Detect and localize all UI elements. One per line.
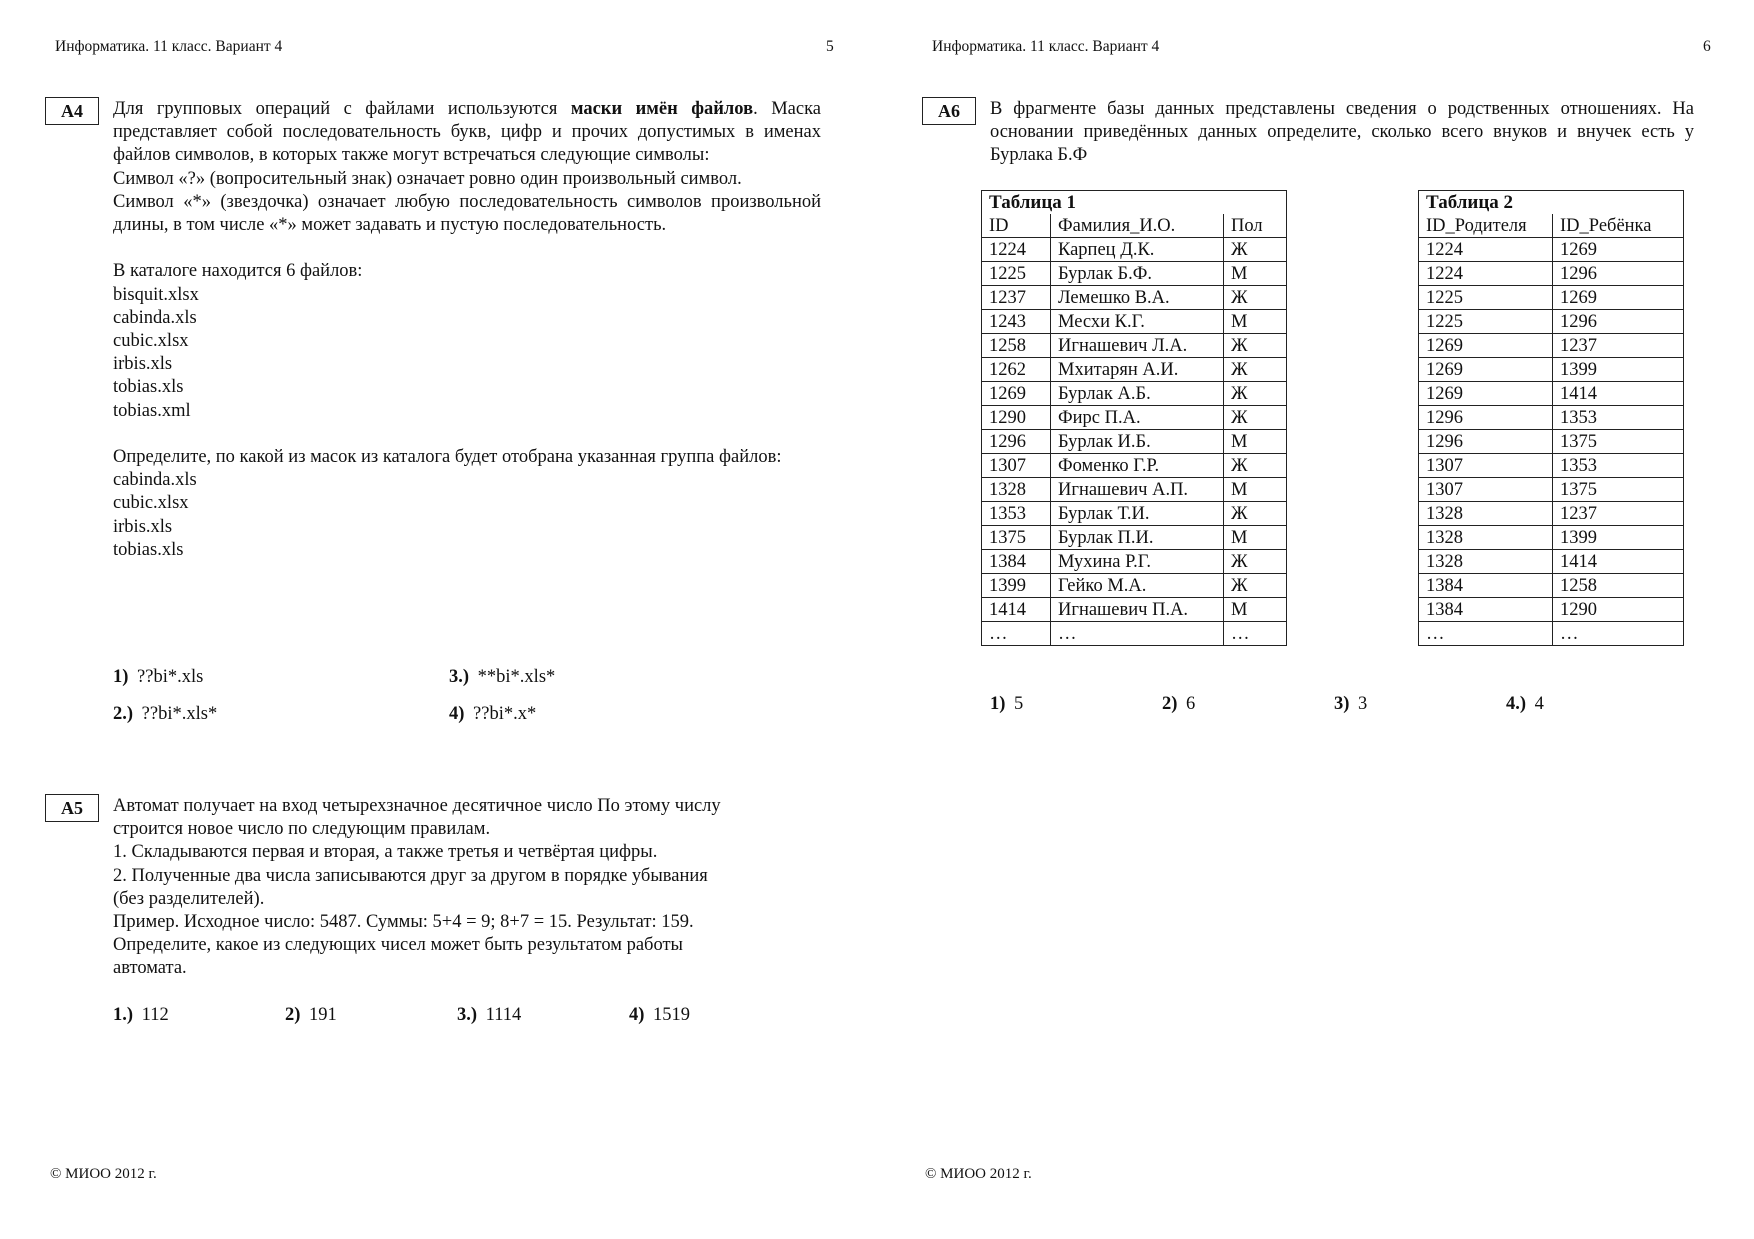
- table-cell: 1414: [1553, 550, 1684, 574]
- table-cell: 1375: [982, 526, 1051, 550]
- table-cell: 1307: [1419, 454, 1553, 478]
- table-cell: Фоменко Г.Р.: [1051, 454, 1224, 478]
- table-cell: М: [1224, 526, 1287, 550]
- table-cell: 1262: [982, 358, 1051, 382]
- table-header: ID_Ребёнка: [1553, 214, 1684, 238]
- a4-rule-1: Символ «?» (вопросительный знак) означает ровно один произвольный символ.: [113, 168, 742, 189]
- table-row: [1419, 334, 1684, 358]
- table-cell: 1353: [1553, 454, 1684, 478]
- table-cell: …: [1224, 622, 1287, 646]
- table-cell: 1296: [1553, 262, 1684, 286]
- table-cell: 1414: [1553, 382, 1684, 406]
- table-cell: 1237: [982, 286, 1051, 310]
- table-row: [982, 430, 1287, 454]
- list-item: irbis.xls: [113, 354, 173, 375]
- table-cell: М: [1224, 430, 1287, 454]
- footer-copyright: © МИОО 2012 г.: [925, 1166, 1032, 1182]
- table-cell: 1224: [1419, 262, 1553, 286]
- answer-option[interactable]: 1) 5: [990, 694, 1024, 714]
- answer-option[interactable]: 2.) ??bi*.xls*: [113, 704, 218, 724]
- task-a5: [113, 795, 821, 981]
- table-cell: Ж: [1224, 286, 1287, 310]
- table-cell: Ж: [1224, 406, 1287, 430]
- table-cell: 1224: [1419, 238, 1553, 262]
- table-cell: 1375: [1553, 478, 1684, 502]
- table-cell: Бурлак И.Б.: [1051, 430, 1224, 454]
- table-cell: 1269: [982, 382, 1051, 406]
- table-cell: 1296: [1553, 310, 1684, 334]
- table-cell: 1258: [1553, 574, 1684, 598]
- table-cell: Игнашевич П.А.: [1051, 598, 1224, 622]
- table-cell: Гейко М.А.: [1051, 574, 1224, 598]
- a4-selected-files: [113, 469, 821, 562]
- table-cell: 1269: [1553, 286, 1684, 310]
- table-row: [1419, 454, 1684, 478]
- table-cell: Ж: [1224, 358, 1287, 382]
- table-header: Фамилия_И.О.: [1051, 214, 1224, 238]
- table-row: [982, 598, 1287, 622]
- page-number: 6: [1703, 38, 1711, 55]
- table-row: [1419, 430, 1684, 454]
- table-cell: 1243: [982, 310, 1051, 334]
- table-cell: Месхи К.Г.: [1051, 310, 1224, 334]
- table-cell: 1269: [1553, 238, 1684, 262]
- task-label-a5: A5: [45, 794, 99, 822]
- table-row: [1419, 622, 1684, 646]
- a4-file-list: [113, 284, 821, 423]
- table-row: [982, 454, 1287, 478]
- table-cell: 1414: [982, 598, 1051, 622]
- table-cell: Лемешко В.А.: [1051, 286, 1224, 310]
- page-number: 5: [826, 38, 834, 55]
- table-row: [982, 238, 1287, 262]
- table-cell: 1353: [1553, 406, 1684, 430]
- table-cell: 1307: [982, 454, 1051, 478]
- table-row: [1419, 598, 1684, 622]
- table-cell: М: [1224, 478, 1287, 502]
- table-cell: 1296: [1419, 430, 1553, 454]
- table-row: [982, 478, 1287, 502]
- table-cell: М: [1224, 262, 1287, 286]
- a5-line: 1. Складываются первая и вторая, а также третья и четвёртая цифры.: [113, 842, 658, 863]
- a4-rule-2: Символ «*» (звездочка) означает любую последовательность символов произвольной длины, в том числе «*» может задавать и пустую последовательность.: [113, 191, 821, 236]
- task-label-a6: A6: [922, 97, 976, 125]
- table-cell: 1399: [982, 574, 1051, 598]
- table-cell: 1237: [1553, 502, 1684, 526]
- header-title: Информатика. 11 класс. Вариант 4: [55, 38, 283, 55]
- table-cell: 1224: [982, 238, 1051, 262]
- table-cell: Игнашевич А.П.: [1051, 478, 1224, 502]
- table-cell: …: [982, 622, 1051, 646]
- a6-text: В фрагменте базы данных представлены сведения о родственных отношениях. На основании приведённых данных определите, сколько всего внуков и внучек есть у Бурлака Б.Ф: [990, 99, 1694, 166]
- table-cell: Ж: [1224, 454, 1287, 478]
- table-cell: Фирс П.А.: [1051, 406, 1224, 430]
- table-row: [982, 550, 1287, 574]
- table-2-caption: Таблица 2: [1419, 191, 1684, 215]
- a4-question: Определите, по какой из масок из каталога будет отобрана указанная группа файлов:: [113, 447, 782, 468]
- a5-line: (без разделителей).: [113, 888, 265, 909]
- list-item: cubic.xlsx: [113, 493, 189, 514]
- table-cell: …: [1051, 622, 1224, 646]
- table-cell: Бурлак А.Б.: [1051, 382, 1224, 406]
- list-item: tobias.xls: [113, 377, 184, 398]
- table-row: [982, 310, 1287, 334]
- table-cell: М: [1224, 598, 1287, 622]
- table-row: [1419, 406, 1684, 430]
- table-row: [1419, 286, 1684, 310]
- a5-line: 2. Полученные два числа записываются друг за другом в порядке убывания: [113, 865, 708, 886]
- table-cell: 1269: [1419, 382, 1553, 406]
- task-a4: [113, 98, 821, 562]
- table-cell: 1258: [982, 334, 1051, 358]
- table-cell: 1225: [1419, 310, 1553, 334]
- table-cell: 1225: [1419, 286, 1553, 310]
- table-cell: Мхитарян А.И.: [1051, 358, 1224, 382]
- a5-line: Пример. Исходное число: 5487. Суммы: 5+4 = 9; 8+7 = 15. Результат: 159.: [113, 912, 694, 933]
- answer-option[interactable]: 1) ??bi*.xls: [113, 667, 204, 687]
- answer-option[interactable]: 4) 1519: [629, 1005, 691, 1025]
- table-cell: 1384: [1419, 598, 1553, 622]
- table-cell: Ж: [1224, 382, 1287, 406]
- table-row: [1419, 358, 1684, 382]
- table-1-caption: Таблица 1: [982, 191, 1287, 215]
- table-cell: Карпец Д.К.: [1051, 238, 1224, 262]
- table-cell: Мухина Р.Г.: [1051, 550, 1224, 574]
- table-header: ID: [982, 214, 1051, 238]
- table-header: ID_Родителя: [1419, 214, 1553, 238]
- table-row: [982, 334, 1287, 358]
- table-cell: 1307: [1419, 478, 1553, 502]
- table-cell: Ж: [1224, 334, 1287, 358]
- table-cell: Ж: [1224, 238, 1287, 262]
- table-row: [982, 574, 1287, 598]
- table-row: [1419, 382, 1684, 406]
- answer-option[interactable]: 1.) 112: [113, 1005, 169, 1025]
- table-1: [981, 190, 1287, 646]
- answer-option[interactable]: 2) 191: [285, 1005, 337, 1025]
- table-cell: 1290: [1553, 598, 1684, 622]
- table-row: [1419, 550, 1684, 574]
- list-item: tobias.xls: [113, 539, 184, 560]
- table-cell: 1399: [1553, 358, 1684, 382]
- table-cell: 1384: [982, 550, 1051, 574]
- answer-option[interactable]: 2) 6: [1162, 694, 1196, 714]
- table-cell: 1375: [1553, 430, 1684, 454]
- answer-option[interactable]: 4) ??bi*.x*: [449, 704, 537, 724]
- a5-line: автомата.: [113, 958, 187, 979]
- table-cell: 1328: [982, 478, 1051, 502]
- table-cell: 1290: [982, 406, 1051, 430]
- table-cell: 1384: [1419, 574, 1553, 598]
- answer-option[interactable]: 3.) **bi*.xls*: [449, 667, 556, 687]
- table-row: [1419, 526, 1684, 550]
- table-row: [1419, 502, 1684, 526]
- table-cell: 1328: [1419, 550, 1553, 574]
- table-cell: …: [1553, 622, 1684, 646]
- list-item: cabinda.xls: [113, 470, 197, 491]
- table-cell: 1328: [1419, 526, 1553, 550]
- table-cell: 1269: [1419, 334, 1553, 358]
- table-row: [1419, 574, 1684, 598]
- table-cell: Бурлак П.И.: [1051, 526, 1224, 550]
- table-row: [982, 358, 1287, 382]
- table-cell: Ж: [1224, 550, 1287, 574]
- table-row: [982, 262, 1287, 286]
- table-cell: …: [1419, 622, 1553, 646]
- table-row: [982, 622, 1287, 646]
- table-row: [1419, 262, 1684, 286]
- table-cell: 1296: [982, 430, 1051, 454]
- table-cell: 1328: [1419, 502, 1553, 526]
- table-cell: 1296: [1419, 406, 1553, 430]
- task-label-a4: A4: [45, 97, 99, 125]
- a5-line: строится новое число по следующим правилам.: [113, 819, 491, 840]
- a4-intro-bold: маски имён файлов: [570, 99, 754, 119]
- list-item: cubic.xlsx: [113, 331, 189, 352]
- table-cell: Игнашевич Л.А.: [1051, 334, 1224, 358]
- answer-option[interactable]: 3.) 1114: [457, 1005, 522, 1025]
- header-title: Информатика. 11 класс. Вариант 4: [932, 38, 1160, 55]
- table-row: [982, 382, 1287, 406]
- table-cell: Бурлак Б.Ф.: [1051, 262, 1224, 286]
- table-cell: 1399: [1553, 526, 1684, 550]
- table-row: [1419, 310, 1684, 334]
- table-cell: 1269: [1419, 358, 1553, 382]
- list-item: cabinda.xls: [113, 307, 197, 328]
- table-row: [1419, 238, 1684, 262]
- list-item: bisquit.xlsx: [113, 284, 199, 305]
- table-row: [1419, 478, 1684, 502]
- a4-intro: Для групповых операций с файлами используются маски имён файлов. Маска представляет собой последовательность букв, цифр и прочих допустимых в именах файлов символов, в которых также могут встречаться следующие символы:: [113, 99, 821, 166]
- a5-line: Определите, какое из следующих чисел может быть результатом работы: [113, 935, 683, 956]
- list-item: irbis.xls: [113, 516, 173, 537]
- table-cell: 1237: [1553, 334, 1684, 358]
- table-header: Пол: [1224, 214, 1287, 238]
- table-row: [982, 406, 1287, 430]
- table-row: [982, 526, 1287, 550]
- table-cell: 1353: [982, 502, 1051, 526]
- table-cell: Бурлак Т.И.: [1051, 502, 1224, 526]
- answer-option[interactable]: 3) 3: [1334, 694, 1368, 714]
- list-item: tobias.xml: [113, 400, 191, 421]
- table-cell: М: [1224, 310, 1287, 334]
- a4-catalog-intro: В каталоге находится 6 файлов:: [113, 261, 363, 282]
- right-page: [877, 0, 1754, 1239]
- table-row: [982, 286, 1287, 310]
- table-2: [1418, 190, 1684, 646]
- table-cell: 1225: [982, 262, 1051, 286]
- a5-line: Автомат получает на вход четырехзначное десятичное число По этому числу: [113, 796, 721, 816]
- table-cell: Ж: [1224, 502, 1287, 526]
- answer-option[interactable]: 4.) 4: [1506, 694, 1544, 714]
- table-cell: Ж: [1224, 574, 1287, 598]
- footer-copyright: © МИОО 2012 г.: [50, 1166, 157, 1182]
- table-row: [982, 502, 1287, 526]
